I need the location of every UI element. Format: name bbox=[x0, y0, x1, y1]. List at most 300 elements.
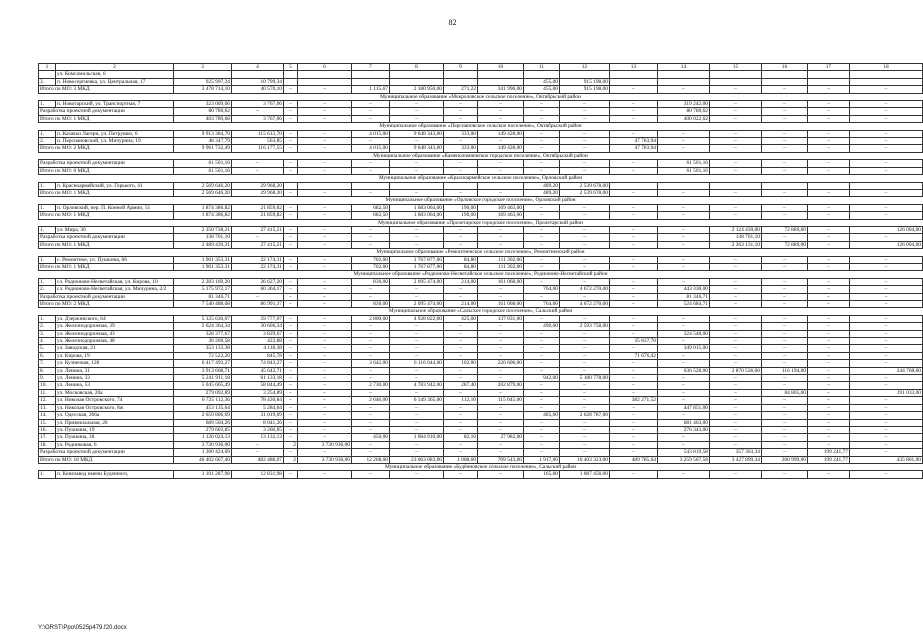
value-cell: 5 241 911,18 bbox=[174, 375, 232, 382]
address-cell: ул. Железнодорожная, 43 bbox=[56, 330, 174, 337]
value-cell: – bbox=[478, 375, 524, 382]
value-cell: – bbox=[808, 145, 850, 152]
section-heading: Муниципальное образование «Мокроловское сельское поселение», Октябрьский район bbox=[39, 93, 923, 100]
value-cell: – bbox=[808, 434, 850, 441]
row-label: Итого по МО: 2 МКД bbox=[39, 145, 174, 152]
value-cell: – bbox=[808, 441, 850, 448]
value-cell: – bbox=[762, 138, 808, 145]
value-cell: – bbox=[444, 241, 478, 248]
value-cell: – bbox=[478, 352, 524, 359]
value-cell: 2 095 474,00 bbox=[390, 301, 444, 308]
value-cell: – bbox=[232, 449, 284, 456]
value-cell: – bbox=[390, 115, 444, 122]
value-cell: 3 478 714,10 bbox=[174, 86, 232, 93]
value-cell: 84 805,00 bbox=[762, 389, 808, 396]
value-cell: – bbox=[284, 189, 298, 196]
summary-row bbox=[39, 115, 923, 122]
footer-file-path: Y:\ORST\Ppo\0525p479.f20.docx bbox=[38, 625, 127, 631]
value-cell: 74 843,27 bbox=[232, 360, 284, 367]
value-cell: 2 593 758,00 bbox=[560, 323, 610, 330]
value-cell: – bbox=[524, 426, 560, 433]
value-cell: 349 015,00 bbox=[658, 345, 710, 352]
value-cell: – bbox=[390, 375, 444, 382]
value-cell: 12 831,98 bbox=[232, 471, 284, 478]
value-cell: – bbox=[850, 293, 923, 300]
value-cell: – bbox=[352, 108, 390, 115]
value-cell bbox=[850, 78, 923, 85]
value-cell: – bbox=[762, 382, 808, 389]
value-cell: – bbox=[298, 234, 352, 241]
value-cell: – bbox=[390, 330, 444, 337]
value-cell: – bbox=[710, 330, 762, 337]
value-cell: 400 022,62 bbox=[658, 115, 710, 122]
value-cell: 702,00 bbox=[352, 256, 390, 263]
column-header: 16 bbox=[762, 64, 808, 71]
value-cell: – bbox=[610, 315, 658, 322]
value-cell: – bbox=[610, 434, 658, 441]
value-cell: – bbox=[444, 234, 478, 241]
value-cell bbox=[478, 182, 524, 189]
row-label: Итого по МО: 2 МКД bbox=[39, 301, 174, 308]
table-row bbox=[39, 389, 923, 396]
value-cell: – bbox=[850, 426, 923, 433]
section-heading: Муниципальное образование «Будённовское сельское поселение», Сальский район bbox=[39, 463, 923, 470]
value-cell: 845,78 bbox=[232, 352, 284, 359]
value-cell: 353 133,38 bbox=[174, 345, 232, 352]
value-cell: 80 780,62 bbox=[658, 108, 710, 115]
value-cell: – bbox=[478, 404, 524, 411]
value-cell: – bbox=[478, 286, 524, 293]
value-cell: – bbox=[478, 338, 524, 345]
value-cell: 116 194,00 bbox=[762, 367, 808, 374]
value-cell: – bbox=[710, 382, 762, 389]
value-cell: – bbox=[298, 352, 352, 359]
column-header: 9 bbox=[444, 64, 478, 71]
value-cell: – bbox=[284, 256, 298, 263]
value-cell: – bbox=[850, 301, 923, 308]
value-cell: 26 627,20 bbox=[232, 278, 284, 285]
value-cell: 4 672 270,00 bbox=[560, 286, 610, 293]
value-cell: – bbox=[710, 189, 762, 196]
address-cell: с. Ремонтное, ул. Пушкина, 66 bbox=[56, 256, 174, 263]
value-cell: – bbox=[390, 241, 444, 248]
value-cell: 86 991,37 bbox=[232, 301, 284, 308]
value-cell: – bbox=[284, 404, 298, 411]
value-cell: 2 628 787,00 bbox=[560, 412, 610, 419]
value-cell: 357 363,34 bbox=[710, 449, 762, 456]
table-row bbox=[39, 419, 923, 426]
value-cell: – bbox=[808, 241, 850, 248]
value-cell bbox=[762, 78, 808, 85]
value-cell: – bbox=[762, 449, 808, 456]
value-cell: – bbox=[298, 471, 352, 478]
value-cell: – bbox=[762, 160, 808, 167]
value-cell: – bbox=[232, 293, 284, 300]
value-cell: 4 118,38 bbox=[232, 345, 284, 352]
value-cell: – bbox=[610, 449, 658, 456]
value-cell: – bbox=[710, 212, 762, 219]
value-cell: 4 015,00 bbox=[352, 145, 390, 152]
value-cell: – bbox=[808, 419, 850, 426]
value-cell: – bbox=[444, 226, 478, 233]
value-cell: – bbox=[524, 352, 560, 359]
column-header: 10 bbox=[478, 64, 524, 71]
value-cell: – bbox=[762, 234, 808, 241]
value-cell: – bbox=[352, 241, 390, 248]
value-cell: – bbox=[710, 412, 762, 419]
value-cell: – bbox=[284, 108, 298, 115]
table-row bbox=[39, 323, 923, 330]
table-row bbox=[39, 434, 923, 441]
value-cell: – bbox=[658, 471, 710, 478]
value-cell: – bbox=[808, 204, 850, 211]
value-cell: – bbox=[298, 167, 352, 174]
value-cell: – bbox=[352, 167, 390, 174]
row-label: Итого по МО: 18 МКД bbox=[39, 456, 174, 463]
value-cell: – bbox=[610, 241, 658, 248]
value-cell: – bbox=[808, 226, 850, 233]
value-cell: – bbox=[710, 426, 762, 433]
value-cell: – bbox=[610, 189, 658, 196]
value-cell: – bbox=[298, 375, 352, 382]
value-cell: – bbox=[390, 441, 444, 448]
value-cell: 925 997,34 bbox=[174, 78, 232, 85]
value-cell: – bbox=[284, 212, 298, 219]
value-cell: – bbox=[284, 434, 298, 441]
value-cell: – bbox=[850, 315, 923, 322]
value-cell: – bbox=[560, 397, 610, 404]
value-cell: – bbox=[710, 256, 762, 263]
row-number: 5. bbox=[39, 345, 56, 352]
value-cell: – bbox=[850, 189, 923, 196]
value-cell bbox=[762, 71, 808, 78]
value-cell: – bbox=[298, 389, 352, 396]
section-heading-row bbox=[39, 197, 923, 204]
value-cell: – bbox=[444, 167, 478, 174]
value-cell: 29 968,20 bbox=[232, 189, 284, 196]
value-cell: – bbox=[610, 278, 658, 285]
value-cell: – bbox=[658, 130, 710, 137]
value-cell: 543 819,58 bbox=[658, 449, 710, 456]
value-cell: 3 730 936,00 bbox=[298, 441, 352, 448]
value-cell: – bbox=[762, 471, 808, 478]
row-number: 16. bbox=[39, 426, 56, 433]
value-cell: 46 402 667,40 bbox=[174, 456, 232, 463]
value-cell: 915 198,00 bbox=[560, 86, 610, 93]
value-cell bbox=[610, 182, 658, 189]
value-cell: – bbox=[560, 419, 610, 426]
value-cell: – bbox=[298, 160, 352, 167]
value-cell: 21 859,82 bbox=[232, 212, 284, 219]
value-cell: – bbox=[444, 404, 478, 411]
value-cell bbox=[710, 78, 762, 85]
value-cell: – bbox=[524, 397, 560, 404]
value-cell: – bbox=[284, 101, 298, 108]
value-cell: – bbox=[560, 130, 610, 137]
value-cell: – bbox=[850, 130, 923, 137]
value-cell: 27 982,00 bbox=[478, 434, 524, 441]
value-cell: – bbox=[478, 138, 524, 145]
value-cell: 31 019,69 bbox=[232, 412, 284, 419]
value-cell: 161 068,00 bbox=[478, 278, 524, 285]
section-heading: Муниципальное образование «Ремонтненское сельское поселение», Ремонтненский район bbox=[39, 249, 923, 256]
value-cell: – bbox=[478, 115, 524, 122]
row-number: 1. bbox=[39, 130, 56, 137]
value-cell: – bbox=[560, 234, 610, 241]
value-cell: – bbox=[478, 389, 524, 396]
value-cell: – bbox=[390, 338, 444, 345]
value-cell: – bbox=[390, 352, 444, 359]
value-cell: – bbox=[478, 426, 524, 433]
value-cell: – bbox=[658, 360, 710, 367]
value-cell: – bbox=[298, 130, 352, 137]
value-cell: – bbox=[444, 441, 478, 448]
value-cell: – bbox=[658, 338, 710, 345]
value-cell: – bbox=[658, 145, 710, 152]
table-row bbox=[39, 71, 923, 78]
value-cell: – bbox=[444, 189, 478, 196]
value-cell: – bbox=[560, 426, 610, 433]
row-label: Итого по МО: 1 МКД bbox=[39, 241, 174, 248]
table-row bbox=[39, 352, 923, 359]
value-cell: – bbox=[390, 108, 444, 115]
section-heading: Муниципальное образование «Родионово-Несветайское сельское поселение», Родионово-Несветайский район bbox=[39, 271, 923, 278]
value-cell: – bbox=[762, 434, 808, 441]
value-cell: 1 300 424,69 bbox=[174, 449, 232, 456]
value-cell: 61 501,16 bbox=[174, 167, 232, 174]
value-cell bbox=[850, 182, 923, 189]
value-cell: – bbox=[850, 345, 923, 352]
value-cell: 191 033,00 bbox=[850, 389, 923, 396]
value-cell: 190,00 bbox=[444, 204, 478, 211]
value-cell bbox=[610, 78, 658, 85]
value-cell: – bbox=[808, 278, 850, 285]
value-cell: – bbox=[390, 286, 444, 293]
value-cell: 84,80 bbox=[444, 256, 478, 263]
value-cell: – bbox=[658, 434, 710, 441]
value-cell: – bbox=[478, 160, 524, 167]
value-cell: – bbox=[808, 404, 850, 411]
address-cell: ул. Одесская, 266а bbox=[56, 412, 174, 419]
value-cell: – bbox=[284, 263, 298, 270]
summary-row bbox=[39, 160, 923, 167]
value-cell bbox=[444, 182, 478, 189]
value-cell: 682,50 bbox=[352, 204, 390, 211]
value-cell: 319 242,00 bbox=[658, 101, 710, 108]
value-cell: – bbox=[352, 389, 390, 396]
value-cell: – bbox=[560, 382, 610, 389]
value-cell: – bbox=[478, 419, 524, 426]
value-cell: – bbox=[298, 145, 352, 152]
value-cell: – bbox=[524, 338, 560, 345]
value-cell: – bbox=[298, 86, 352, 93]
value-cell: – bbox=[524, 330, 560, 337]
row-number: 15. bbox=[39, 419, 56, 426]
value-cell: – bbox=[524, 345, 560, 352]
value-cell: – bbox=[710, 108, 762, 115]
value-cell: 3 767,06 bbox=[232, 115, 284, 122]
value-cell: – bbox=[298, 426, 352, 433]
value-cell bbox=[658, 182, 710, 189]
value-cell: – bbox=[808, 426, 850, 433]
value-cell: 450,00 bbox=[352, 434, 390, 441]
value-cell: 287,40 bbox=[444, 382, 478, 389]
value-cell: 2 095 474,00 bbox=[390, 278, 444, 285]
value-cell: 3 427 899,34 bbox=[710, 456, 762, 463]
value-cell: 2 263 131,10 bbox=[710, 241, 762, 248]
value-cell: 9 648 343,00 bbox=[390, 145, 444, 152]
value-cell: – bbox=[808, 138, 850, 145]
value-cell: – bbox=[762, 338, 808, 345]
value-cell bbox=[232, 71, 284, 78]
value-cell: – bbox=[352, 471, 390, 478]
value-cell: – bbox=[560, 293, 610, 300]
value-cell: – bbox=[658, 315, 710, 322]
value-cell: – bbox=[478, 323, 524, 330]
value-cell: – bbox=[478, 234, 524, 241]
value-cell: 161 068,00 bbox=[478, 301, 524, 308]
row-number: 3. bbox=[39, 330, 56, 337]
capital-repair-table bbox=[38, 63, 923, 479]
row-number: 18. bbox=[39, 441, 56, 448]
table-row bbox=[39, 138, 923, 145]
table-row bbox=[39, 360, 923, 367]
value-cell: – bbox=[610, 293, 658, 300]
value-cell: 226 606,00 bbox=[478, 360, 524, 367]
value-cell: – bbox=[284, 471, 298, 478]
value-cell: – bbox=[298, 108, 352, 115]
value-cell: 1 901 353,31 bbox=[174, 256, 232, 263]
value-cell: – bbox=[762, 189, 808, 196]
value-cell: 489 785,64 bbox=[610, 456, 658, 463]
value-cell: 4 672 270,00 bbox=[560, 301, 610, 308]
value-cell: – bbox=[232, 167, 284, 174]
column-header: 15 bbox=[710, 64, 762, 71]
value-cell: 482 488,07 bbox=[232, 456, 284, 463]
value-cell: – bbox=[524, 130, 560, 137]
value-cell: – bbox=[284, 301, 298, 308]
value-cell: 425,00 bbox=[444, 315, 478, 322]
value-cell: – bbox=[478, 189, 524, 196]
value-cell: – bbox=[850, 434, 923, 441]
value-cell: 47 783,94 bbox=[610, 145, 658, 152]
value-cell: – bbox=[524, 145, 560, 152]
value-cell: – bbox=[444, 352, 478, 359]
value-cell: 7 540 488,08 bbox=[174, 301, 232, 308]
value-cell: – bbox=[560, 160, 610, 167]
row-number: 1. bbox=[39, 471, 56, 478]
value-cell: – bbox=[524, 263, 560, 270]
table-row bbox=[39, 330, 923, 337]
value-cell: – bbox=[284, 352, 298, 359]
value-cell: 3 260,85 bbox=[232, 426, 284, 433]
value-cell: 1 917,00 bbox=[524, 456, 560, 463]
value-cell: 1 683 064,00 bbox=[390, 212, 444, 219]
column-header: 8 bbox=[390, 64, 444, 71]
value-cell: 830,00 bbox=[352, 301, 390, 308]
value-cell: – bbox=[710, 278, 762, 285]
value-cell: 1 126 024,13 bbox=[174, 434, 232, 441]
value-cell: – bbox=[808, 256, 850, 263]
value-cell: 1 087 456,00 bbox=[560, 471, 610, 478]
row-number: 1. bbox=[39, 182, 56, 189]
value-cell: – bbox=[850, 441, 923, 448]
value-cell bbox=[390, 71, 444, 78]
value-cell: – bbox=[524, 367, 560, 374]
value-cell: 3 730 936,00 bbox=[298, 456, 352, 463]
value-cell: – bbox=[610, 130, 658, 137]
address-cell: ул. Московская, 20а bbox=[56, 389, 174, 396]
value-cell: – bbox=[232, 108, 284, 115]
column-header: 18 bbox=[850, 64, 923, 71]
value-cell: – bbox=[560, 345, 610, 352]
address-cell: ул. Николая Островского, 74 bbox=[56, 397, 174, 404]
table-row bbox=[39, 78, 923, 85]
row-number: 4. bbox=[39, 338, 56, 345]
table-row bbox=[39, 204, 923, 211]
summary-row bbox=[39, 167, 923, 174]
value-cell: – bbox=[284, 160, 298, 167]
address-cell: ул. Кирова, 19 bbox=[56, 352, 174, 359]
row-number: 8. bbox=[39, 367, 56, 374]
value-cell: 2 659 806,69 bbox=[174, 412, 232, 419]
value-cell: – bbox=[610, 301, 658, 308]
value-cell: – bbox=[524, 449, 560, 456]
value-cell: – bbox=[524, 382, 560, 389]
value-cell: 6 725 112,36 bbox=[174, 397, 232, 404]
value-cell: 328 377,67 bbox=[174, 330, 232, 337]
value-cell: – bbox=[390, 323, 444, 330]
value-cell: 36 260,58 bbox=[174, 338, 232, 345]
value-cell: – bbox=[352, 293, 390, 300]
value-cell: – bbox=[284, 397, 298, 404]
value-cell: – bbox=[232, 441, 284, 448]
value-cell: – bbox=[352, 115, 390, 122]
summary-row bbox=[39, 86, 923, 93]
value-cell: – bbox=[524, 160, 560, 167]
value-cell: 71 676,42 bbox=[610, 352, 658, 359]
value-cell: – bbox=[710, 419, 762, 426]
value-cell: – bbox=[762, 108, 808, 115]
table-row bbox=[39, 338, 923, 345]
value-cell: – bbox=[444, 375, 478, 382]
value-cell: – bbox=[478, 441, 524, 448]
column-header: 17 bbox=[808, 64, 850, 71]
value-cell: – bbox=[560, 241, 610, 248]
value-cell: – bbox=[850, 449, 923, 456]
value-cell: 61 501,16 bbox=[658, 167, 710, 174]
value-cell: 6 417 493,27 bbox=[174, 360, 232, 367]
value-cell: – bbox=[444, 108, 478, 115]
value-cell: – bbox=[762, 330, 808, 337]
value-cell: – bbox=[560, 167, 610, 174]
value-cell: – bbox=[808, 315, 850, 322]
value-cell: – bbox=[352, 352, 390, 359]
value-cell: – bbox=[524, 204, 560, 211]
value-cell: – bbox=[352, 441, 390, 448]
value-cell: – bbox=[298, 412, 352, 419]
row-label: Итого по МО: 1 МКД bbox=[39, 263, 174, 270]
value-cell: 199 241,77 bbox=[808, 456, 850, 463]
value-cell: – bbox=[710, 338, 762, 345]
value-cell: 489,20 bbox=[524, 189, 560, 196]
value-cell: – bbox=[762, 286, 808, 293]
value-cell: – bbox=[808, 189, 850, 196]
value-cell: – bbox=[850, 471, 923, 478]
section-heading-row bbox=[39, 175, 923, 182]
value-cell: – bbox=[390, 138, 444, 145]
value-cell: – bbox=[610, 345, 658, 352]
